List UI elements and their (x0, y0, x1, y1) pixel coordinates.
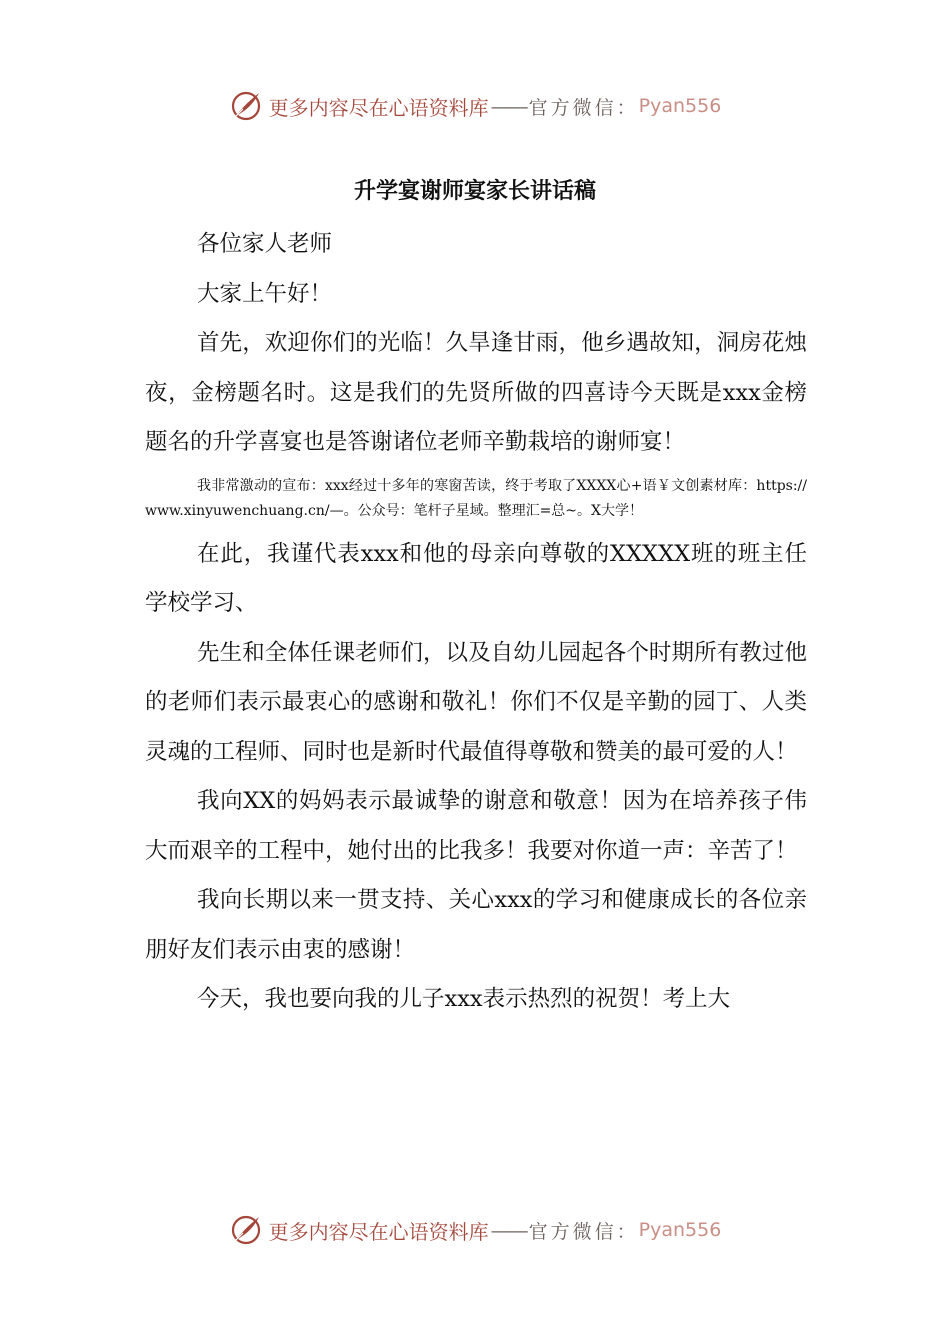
feather-pen-logo-icon (229, 89, 263, 123)
banner-label: 官方微信： (528, 96, 639, 119)
header-banner (0, 84, 950, 128)
paragraph: 我向长期以来一贯支持、关心xxx的学习和健康成长的各位亲朋好友们表示由衷的感谢！ (145, 887, 807, 963)
banner-text: 更多内容尽在心语资料库 (268, 95, 489, 120)
source-note: 我非常激动的宣布：xxx经过十多年的寒窗苦读，终于考取了XXXX心+语￥文创素材库：https://www.xinyuwenchuang.cn/—。公众号：笔杆子星域。整理汇=总~。X大学！ (145, 477, 807, 519)
paragraph: 首先，欢迎你们的光临！久旱逢甘雨，他乡遇故知，洞房花烛夜，金榜题名时。这是我们的先贤所做的四喜诗今天既是xxx金榜题名的升学喜宴也是答谢诸位老师辛勤栽培的谢师宴！ (145, 330, 807, 455)
paragraph: 在此，我谨代表xxx和他的母亲向尊敬的XXXXX班的班主任学校学习、 (145, 540, 807, 616)
document-title: 升学宴谢师宴家长讲话稿 (353, 179, 596, 204)
banner-wechat-id: Pyan556 (638, 95, 722, 117)
feather-pen-logo-icon (229, 1213, 263, 1247)
banner-wechat-id: Pyan556 (638, 1219, 722, 1241)
banner-label: 官方微信： (528, 1220, 639, 1243)
footer-banner (0, 1208, 950, 1252)
paragraph: 今天，我也要向我的儿子xxx表示热烈的祝贺！考上大 (197, 986, 731, 1012)
paragraph: 各位家人老师 (197, 231, 333, 257)
banner-dash: —— (490, 94, 527, 118)
paragraph: 我向XX的妈妈表示最诚挚的谢意和敬意！因为在培养孩子伟大而艰辛的工程中，她付出的比我多！我要对你道一声：辛苦了！ (145, 788, 807, 864)
banner-text: 更多内容尽在心语资料库 (268, 1219, 489, 1244)
banner-dash: —— (490, 1218, 527, 1242)
paragraph: 先生和全体任课老师们，以及自幼儿园起各个时期所有教过他的老师们表示最衷心的感谢和敬礼！你们不仅是辛勤的园丁、人类灵魂的工程师、同时也是新时代最值得尊敬和赞美的最可爱的人！ (145, 639, 807, 765)
paragraph: 大家上午好！ (197, 280, 333, 307)
document-body (145, 220, 807, 1025)
